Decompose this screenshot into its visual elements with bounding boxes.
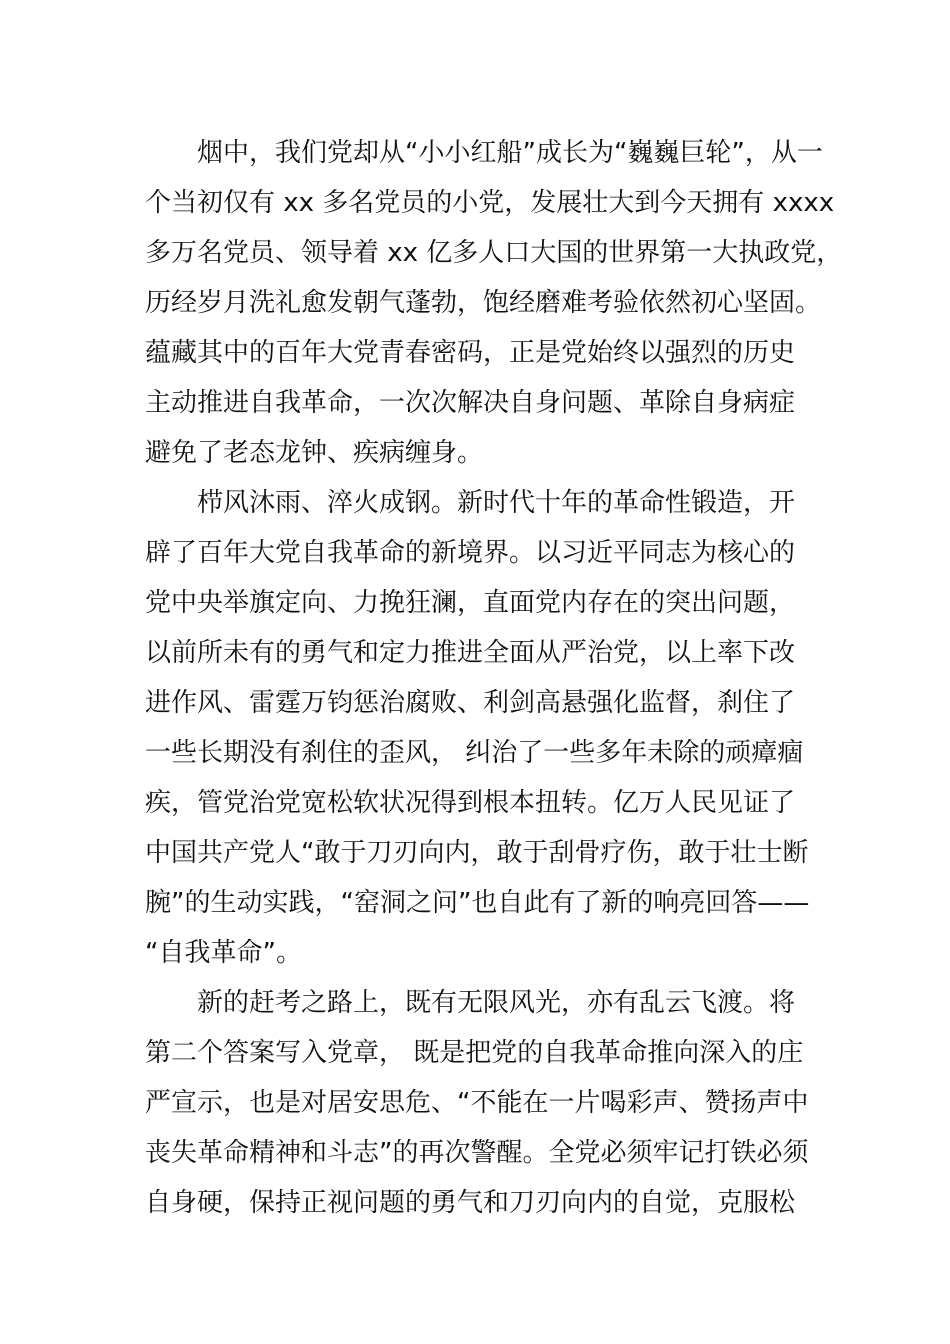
- text-line: 个当初仅有 xx 多名党员的小党，发展壮大到今天拥有 xxxx: [145, 188, 835, 218]
- text-line: 第二个答案写入党章， 既是把党的自我革命推向深入的庄: [145, 1038, 804, 1068]
- text-line: 历经岁月洗礼愈发朝气蓬勃，饱经磨难考验依然初心坚固。: [145, 288, 822, 318]
- text-line: 烟中，我们党却从“小小红船”成长为“巍巍巨轮”，从一: [145, 138, 823, 168]
- text-line: 疾，管党治党宽松软状况得到根本扭转。亿万人民见证了: [145, 788, 796, 818]
- text-line: 腕”的生动实践，“窑洞之问”也自此有了新的响亮回答——: [145, 888, 810, 918]
- text-line: 一些长期没有刹住的歪风， 纠治了一些多年未除的顽瘴痼: [145, 738, 804, 768]
- text-line: 以前所未有的勇气和定力推进全面从严治党，以上率下改: [145, 638, 796, 668]
- text-line: 新的赶考之路上，既有无限风光，亦有乱云飞渡。将: [145, 988, 796, 1018]
- text-line: 中国共产党人“敢于刀刃向内，敢于刮骨疗伤，敢于壮士断: [145, 838, 809, 868]
- text-line: 严宣示，也是对居安思危、“不能在一片喝彩声、赞扬声中: [145, 1088, 809, 1118]
- text-line: 主动推进自我革命，一次次解决自身问题、革除自身病症: [145, 388, 796, 418]
- text-line: 辟了百年大党自我革命的新境界。以习近平同志为核心的: [145, 538, 796, 568]
- text-line: 避免了老态龙钟、疾病缠身。: [145, 438, 484, 468]
- text-line: 多万名党员、领导着 xx 亿多人口大国的世界第一大执政党，: [145, 238, 843, 268]
- body-text: [145, 128, 843, 1228]
- text-line: 进作风、雷霆万钧惩治腐败、利剑高悬强化监督，刹住了: [145, 688, 796, 718]
- text-line: 党中央举旗定向、力挽狂澜，直面党内存在的突出问题，: [145, 588, 796, 618]
- text-line: “自我革命”。: [145, 938, 302, 968]
- text-line: 蕴藏其中的百年大党青春密码，正是党始终以强烈的历史: [145, 338, 796, 368]
- text-line: 栉风沐雨、淬火成钢。新时代十年的革命性锻造，开: [145, 488, 796, 518]
- text-line: 丧失革命精神和斗志”的再次警醒。全党必须牢记打铁必须: [145, 1138, 809, 1168]
- text-line: 自身硬，保持正视问题的勇气和刀刃向内的自觉，克服松: [145, 1188, 796, 1218]
